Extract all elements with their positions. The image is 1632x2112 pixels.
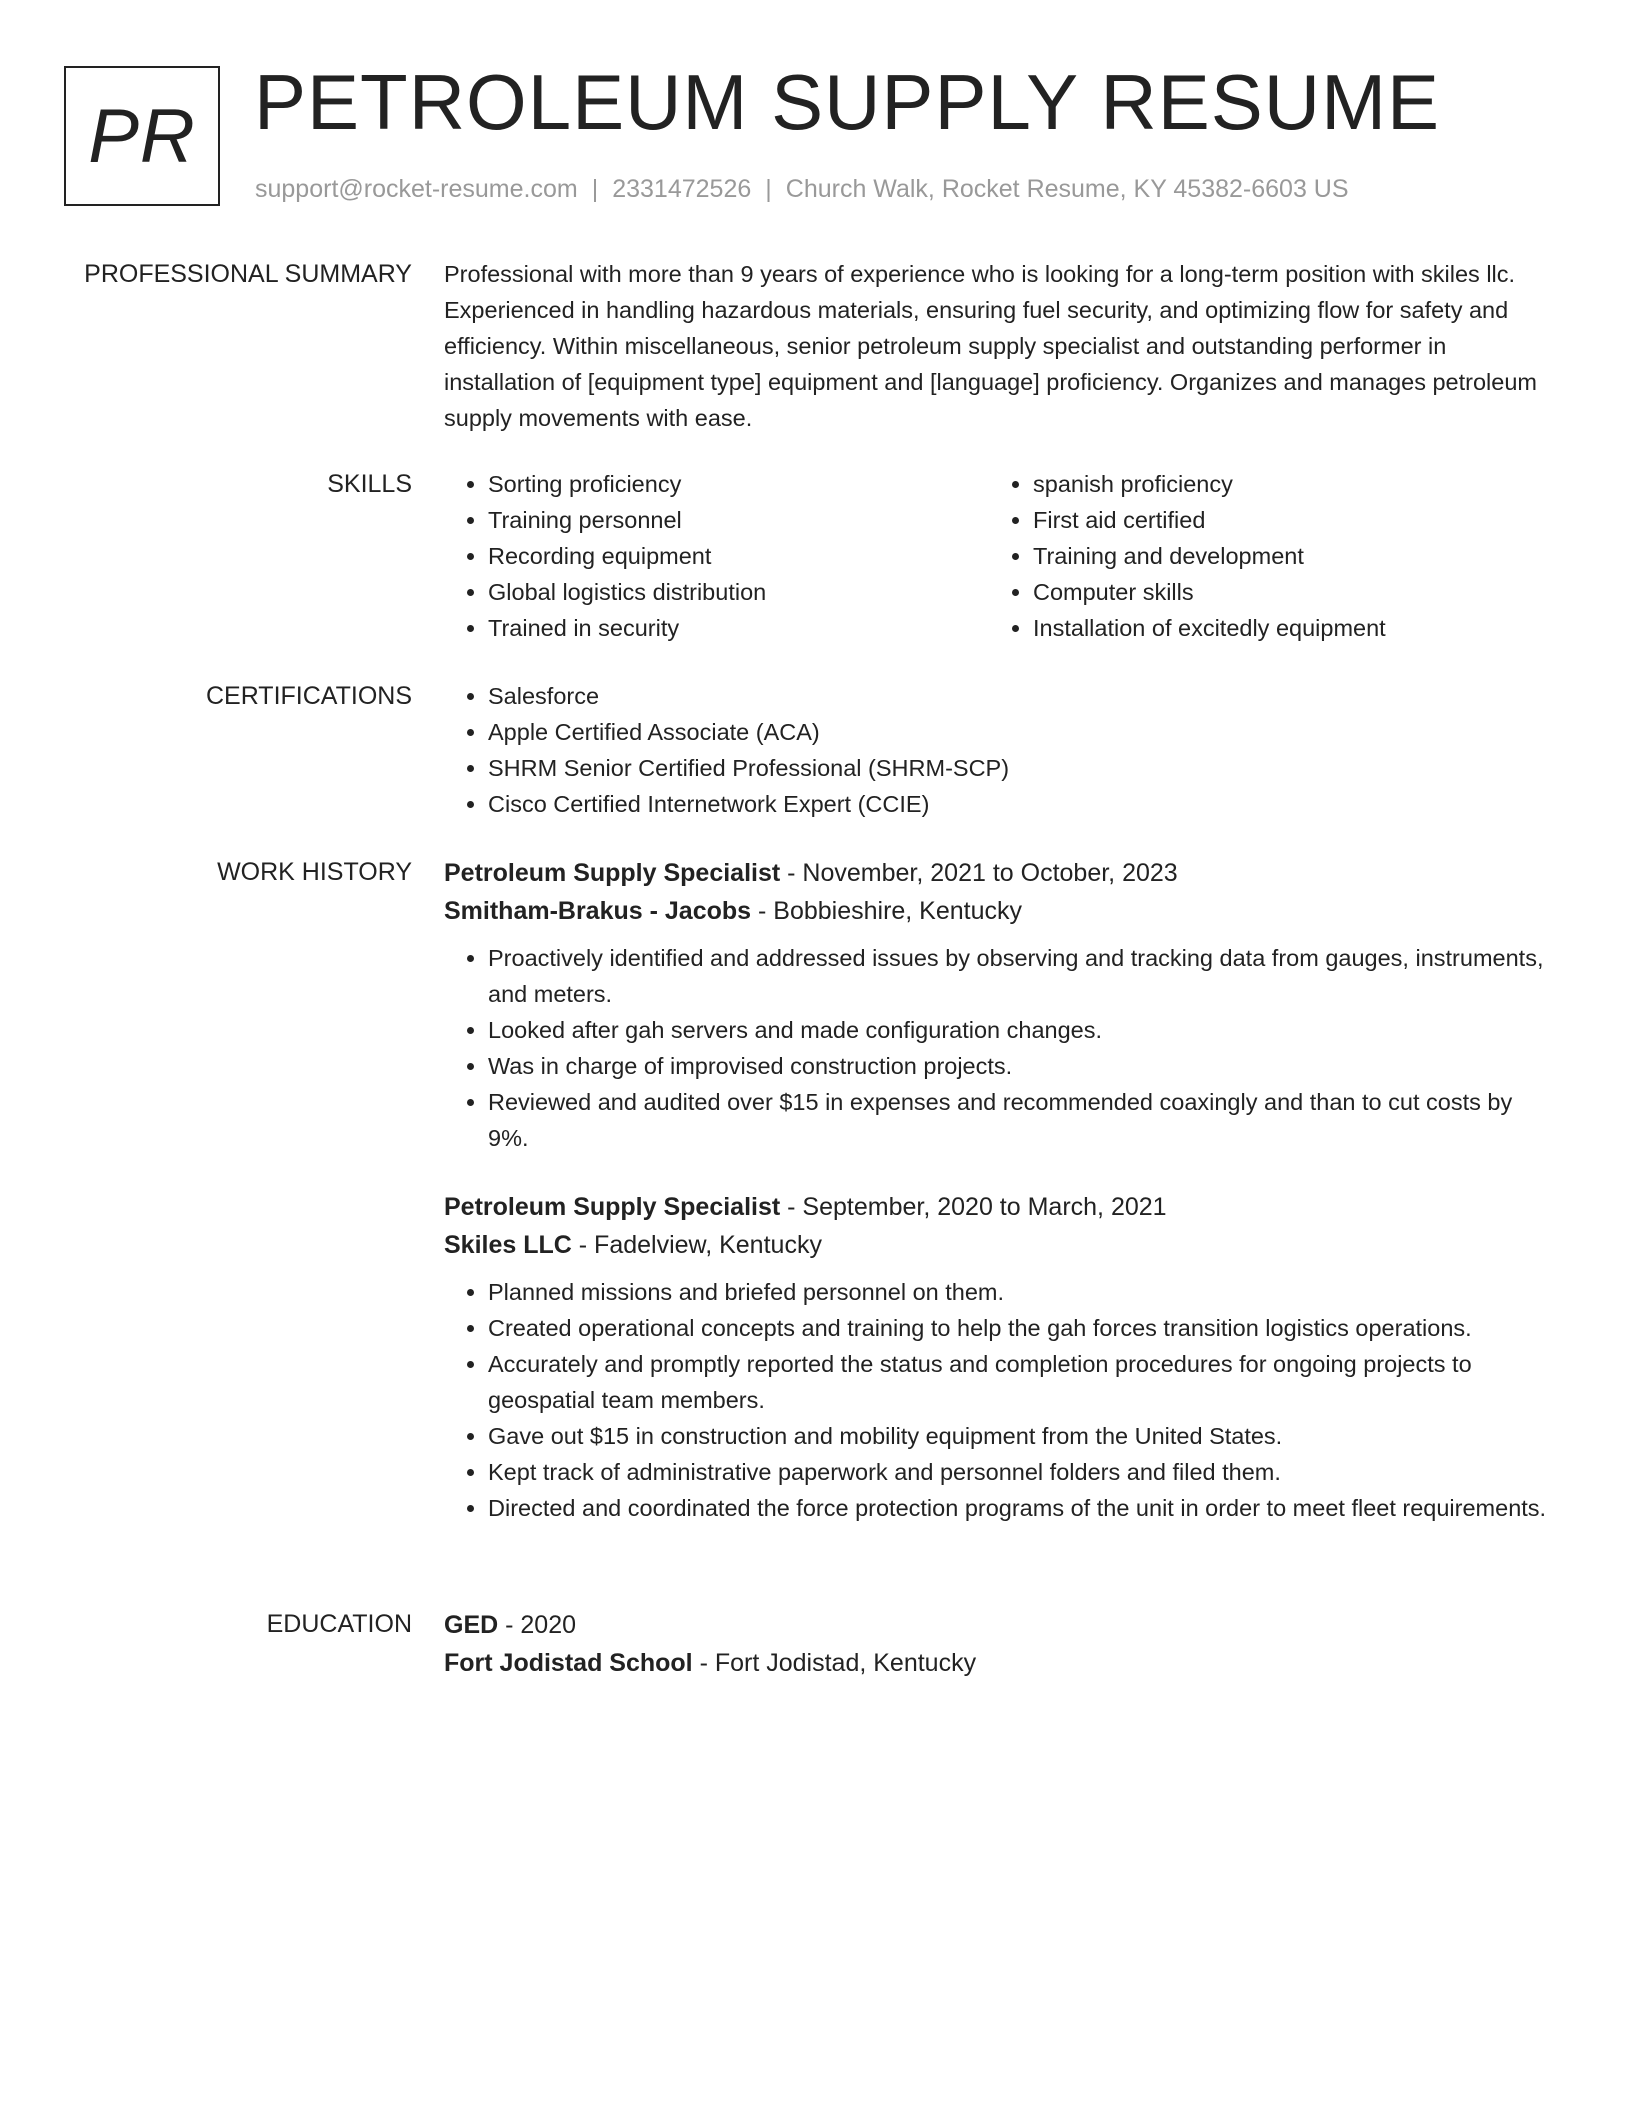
skill-item: • Training personnel [488,502,989,538]
job-title-line [444,1188,1554,1226]
education-school: Fort Jodistad School [444,1649,693,1677]
education-heading: EDUCATION [266,1610,412,1638]
skills-column-right [989,466,1534,646]
job-bullet: • Proactively identified and addressed issues by observing and tracking data from gauges, instruments, and meters. [488,940,1554,1012]
job-bullet: • Kept track of administrative paperwork and personnel folders and filed them. [488,1454,1554,1490]
contact-separator: | [591,175,599,203]
skills-body [444,466,1554,646]
skill-item: • Installation of excitedly equipment [1033,610,1534,646]
education-location: - Fort Jodistad, Kentucky [692,1649,977,1677]
job-bullet: • Created operational concepts and training to help the gah forces transition logistics operations. [488,1310,1554,1346]
job-bullet: • Reviewed and audited over $15 in expenses and recommended coaxingly and than to cut costs by 9%. [488,1084,1554,1156]
skill-item: • spanish proficiency [1033,466,1534,502]
job-bullet: • Directed and coordinated the force protection programs of the unit in order to meet fleet requirements. [488,1490,1554,1526]
job-bullet: • Planned missions and briefed personnel on them. [488,1274,1554,1310]
job-title-line [444,854,1554,892]
job-company: Skiles LLC [444,1231,572,1259]
summary-body [444,256,1554,436]
contact-address: Church Walk, Rocket Resume, KY 45382-6603 US [785,175,1349,203]
job-dates: - November, 2021 to October, 2023 [780,859,1178,887]
certification-item: • Salesforce [488,678,1554,714]
job-role: Petroleum Supply Specialist [444,1193,781,1221]
job-location: - Bobbieshire, Kentucky [751,897,1023,925]
certification-item: • SHRM Senior Certified Professional (SHRM-SCP) [488,750,1554,786]
summary-text: Professional with more than 9 years of experience who is looking for a long-term position with skiles llc. Experienced in handling hazardous materials, ensuring fuel security, and optimizing flow for safety and efficiency. Within miscellaneous, senior petroleum supply specialist and outstanding performer in installation of [equipment type] equipment and [language] proficiency. Organizes and manages petroleum supply movements with ease. [444,261,1537,431]
skills-column-left [444,466,989,646]
contact-email: support@rocket-resume.com [255,175,578,203]
skill-item: • Computer skills [1033,574,1534,610]
job-company: Smitham-Brakus - Jacobs [444,897,752,925]
job-company-line [444,892,1554,930]
education-body [444,1606,1554,1682]
job-bullet: • Gave out $15 in construction and mobility equipment from the United States. [488,1418,1554,1454]
job-location: - Fadelview, Kentucky [571,1231,822,1259]
work-history-body [444,854,1554,1526]
skill-item: • Sorting proficiency [488,466,989,502]
job-bullet: • Was in charge of improvised construction projects. [488,1048,1554,1084]
certifications-body [444,678,1554,822]
contact-separator: | [765,175,772,203]
skill-item: • Training and development [1033,538,1534,574]
job-company-line [444,1226,1554,1264]
resume-title: PETROLEUM SUPPLY RESUME [254,58,1441,146]
job-entry [444,854,1554,1156]
job-bullet: • Accurately and promptly reported the status and completion procedures for ongoing projects to geospatial team members. [488,1346,1554,1418]
certifications-heading: CERTIFICATIONS [205,682,412,710]
job-role: Petroleum Supply Specialist [444,859,781,887]
summary-heading: PROFESSIONAL SUMMARY [84,260,412,288]
certification-item: • Cisco Certified Internetwork Expert (CCIE) [488,786,1554,822]
contact-phone: 2331472526 [612,175,752,203]
monogram-logo: PR [64,66,220,206]
job-entry [444,1188,1554,1526]
skill-item: • Global logistics distribution [488,574,989,610]
education-degree-line [444,1606,1554,1644]
certification-item: • Apple Certified Associate (ACA) [488,714,1554,750]
contact-line [255,172,1349,206]
skills-heading: SKILLS [327,470,412,498]
work-history-heading: WORK HISTORY [217,858,412,886]
skill-item: • First aid certified [1033,502,1534,538]
skill-item: • Recording equipment [488,538,989,574]
job-dates: - September, 2020 to March, 2021 [780,1193,1167,1221]
education-year: - 2020 [498,1611,577,1639]
education-school-line [444,1644,1554,1682]
education-degree: GED [444,1611,499,1639]
job-bullet: • Looked after gah servers and made configuration changes. [488,1012,1554,1048]
skill-item: • Trained in security [488,610,989,646]
